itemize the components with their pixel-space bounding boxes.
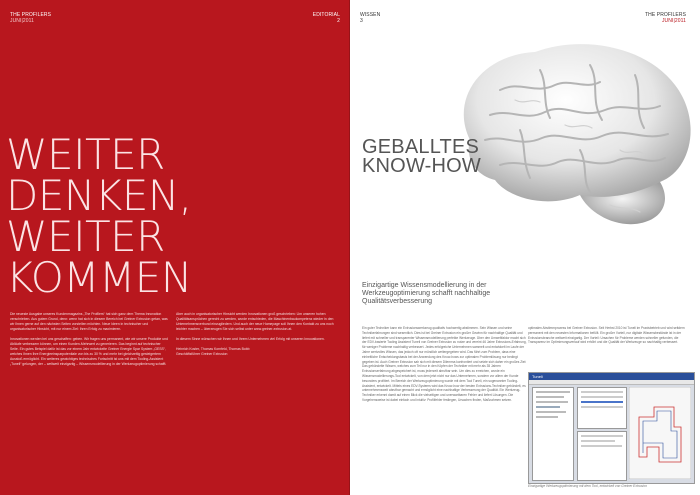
screenshot-titlebar: Tuneli	[529, 373, 694, 380]
signature: Heinrich Koster, Thomas Kornfeld, Thomas Bobb	[176, 347, 250, 351]
headline-line: KNOW-HOW	[362, 155, 481, 177]
article-column-2: optimalen Abstimmprozess bei Greiner Extrusion. Seit Herbst 2010 ist Tuneli im Praxisbetrieb und wird seitdem permanent mit den neuesten Informationen befüllt. Ein großer Vorteil, nur digitale Wissensbestände ist in der Extrusionsbranche weltweit einzigartig. Der Vorteil: Ursachen für Probleme werden schneller gefunden, die Transparenz im Optimierungsverlauf wird erhöht und die Qualität der Werkzeuge so nachhaltig verbessert.	[528, 326, 685, 345]
page-number: 3	[360, 18, 363, 24]
article-headline	[362, 138, 481, 176]
issue-date: JUNI|2011	[661, 18, 686, 24]
headline-line: WEITER	[6, 130, 165, 179]
section-name: WISSEN	[360, 12, 381, 18]
headline-line: WEITER	[6, 212, 165, 261]
editorial-column-1	[10, 312, 170, 367]
screenshot-tree-panel	[532, 387, 574, 481]
headline-line: DENKEN,	[6, 171, 192, 220]
screenshot-menubar	[529, 380, 694, 385]
left-header	[10, 12, 51, 24]
software-screenshot	[528, 372, 695, 484]
article-subheadline: Einzigartige Wissensmodellierung in der Werkzeugoptimierung schafft nachhaltige Qualitätsverbesserung	[362, 282, 491, 305]
paragraph: Aber auch in organisatorischer Hinsicht werden Innovationen groß geschrieben: Um unseren hohen Qualitätsansprüchen gerecht zu werden, wurde entschieden, die Maschinenbaukompetenz wieder in den Unternehmensverbund einzugliedern. Und auch der neue Homepage soll Ihnen den Kontakt zu uns noch leichter machen – überzeugen Sie sich selbst unter www.greiner-extrusion.at.	[176, 312, 334, 331]
screenshot-detail-panel	[577, 431, 627, 481]
screenshot-profile-drawing	[629, 387, 691, 479]
article-column-1: Ein guter Techniker kann ein Extrusionswerkzeug qualitativ hochwertig abstimmen. Sein Wissen und seine Technikerfahrungen sind wesentlich. Dies ist bei Greiner Extrusion ein großer Gewinn für nachhaltige Qualität und liefert mit schneller und transparenter Wissensmodellierung perfekte Werkzeuge. Über den Umweltfaktor macht sich der EDV-basierte Tooling Assistent Tuneli von Greiner Extrusion zu nutze und vereint 46 Jahre Extrusions-Erfahrung, für weniger Probleme nachhaltig verbessert. Jedes erfolgreiche Unternehmen sammelt und entwickelt im Laufe der Jahre wertvolles Wissen, das jedoch oft nur mündlich weitergegeben wird. Das führt zum Problem, dass eine einheitliche Entscheidungsbasis bei der Anwendung des Know-hows zur optimalen Problemlösung nur bedingt gegeben ist. Auch Greiner Extrusion sah sich mit diesem Dilemma konfrontiert und setzte sich daher ein großes Ziel: Das gebündelte Wissen, welches zum Teil nur in den Köpfen der Techniker mit mehr als 35 Jahren Extrusionserfahrung abgespeichert ist, muss jederzeit abrufbar sein. Um dies zu erreichen, wurde ein Wissensmodellierungs-Tool entwickelt, von dem jetzt nicht nur das Unternehmen, sondern vor allem der Kunde besonders profitiert. Im Bereich der Werkzeugoptimierung wurde mit dem Tool Tuneli, ein sogenannter Tooling-Assistent, entwickelt. Mittels eines EDV-Systems wird das Know-how der besten Extrusions-Techniker gebündelt, es unternehmensweit abrufbar gemacht und ermöglicht eine nachhaltige Verbesserung der Qualität. Ein Werkzeug-Techniker erkennt damit auf einen Blick die vielseitigen und unerwartbaren Fehler und liefert Lösungen. Die Vorgehensweise ist dabei einfach und intuitiv: Profilfehler festlegen, Ursachen finden, Maßnahmen setzen.	[362, 326, 527, 402]
right-section	[360, 12, 380, 24]
section-name: EDITORIAL	[312, 12, 340, 18]
page-number: 2	[337, 18, 340, 24]
magazine-title: THE PROFILERS	[644, 12, 686, 18]
signature-role: Geschäftsführer Greiner Extrusion	[176, 352, 228, 356]
screenshot-caption: Einzigartige Werkzeugoptimierung mit dem Tool, entwickelt von Greiner Extrusion	[528, 484, 647, 488]
brain-image	[430, 30, 700, 240]
issue-date: JUNI|2011	[10, 18, 35, 24]
paragraph: Die neueste Ausgabe unseres Kundenmagazins „The Profilers“ hat sich ganz dem Thema Innovation verschrieben. Aus gutem Grund, denn: wenn hat sich in diesem Bereich bei Greiner Extrusion getan, was wir Ihnen gerne auf den nächsten Seiten vorstellen möchten. Neue Ideen in technischer und organisatorischer Hinsicht, mit nur einem Ziel: Ihren Erfolg zu maximieren.	[10, 312, 168, 331]
editorial-headline	[6, 130, 192, 302]
paragraph: In diesem Sinne wünschen wir Ihnen und Ihrem Unternehmen viel Erfolg mit unseren Innovationen.	[176, 337, 325, 341]
left-section	[258, 12, 340, 24]
headline-line: GEBALLTES	[362, 136, 480, 158]
headline-line: KOMMEN	[6, 253, 192, 302]
paragraph: Innovationen werden bei uns geschaffen: geben. Wir fragen uns permanent, wie wir unsere Produkte und Abläufe verbessern können, um einen Kunden-Mehrwert zu generieren. Das beginnt auf technischer Seite. Ein gutes Beispiel dafür ist das vor einem Jahr entwickelte Greiner Energie Spar System „GESS“, welches Ihnen Ihre Energieeinsparpotentiale von bis zu 30 % und mehr bei gleichzeitig gesteigertem Ausstoß ermöglicht. Ein weiteres gewichtiges technisches Fortschritt ist uns mit dem Tooling-Assistent „Tuneli“ gelungen, der – weltweit einzigartig – Wissensmodellierung in der Werkzeugoptimierung schafft.	[10, 337, 168, 366]
magazine-title: THE PROFILERS	[10, 12, 52, 18]
screenshot-list-panel	[577, 387, 627, 429]
editorial-column-2	[176, 312, 336, 357]
right-header	[645, 12, 686, 24]
